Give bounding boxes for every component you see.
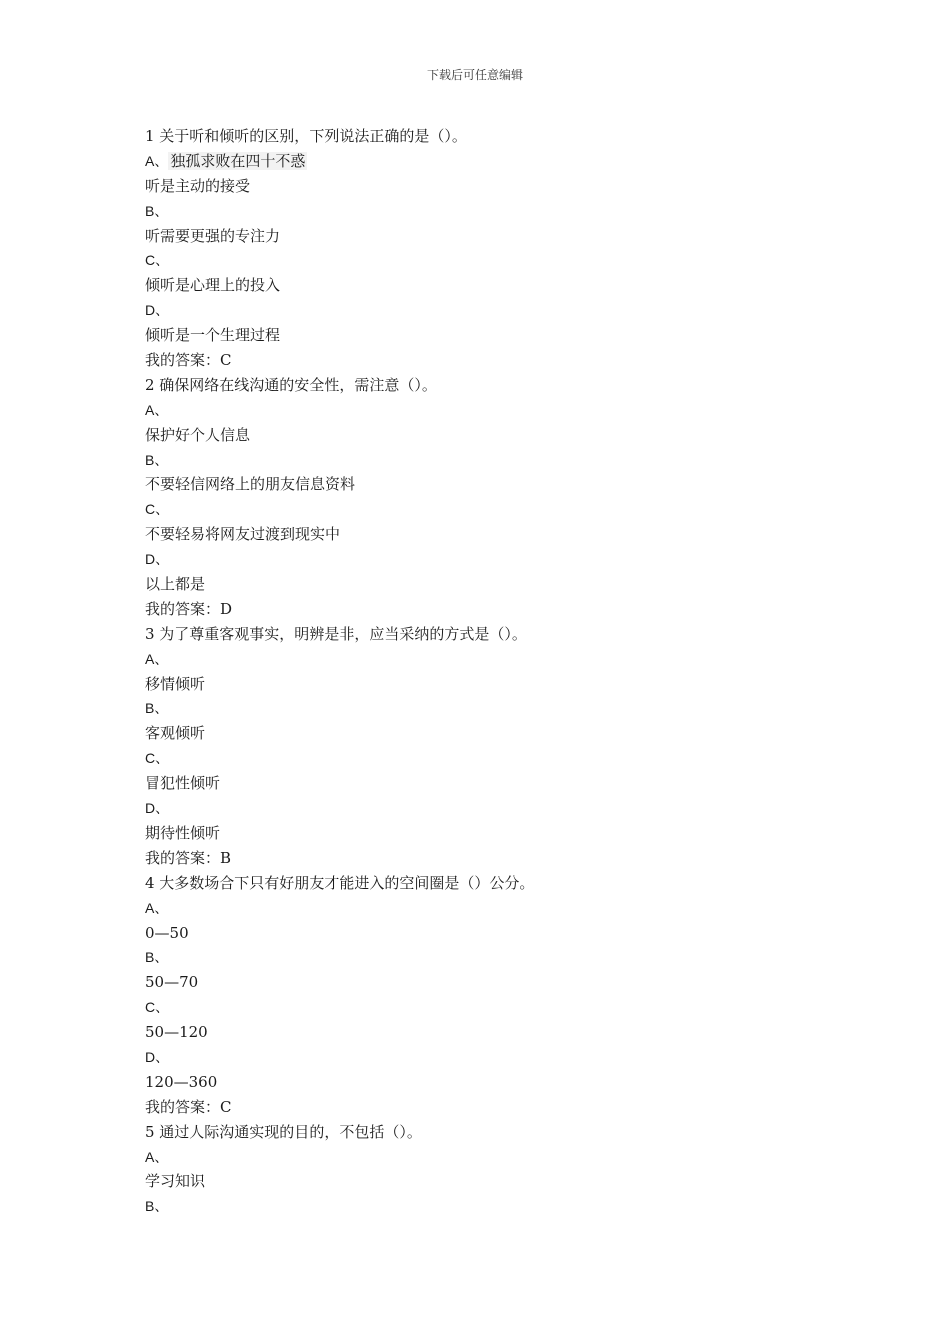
watermark-text: 独孤求败在四十不惑 <box>170 151 306 170</box>
option-text <box>145 174 845 199</box>
line-text: A、 <box>145 1148 169 1165</box>
option-text <box>145 1070 845 1095</box>
line-text: C、 <box>145 750 170 767</box>
line-text: A、 <box>145 401 169 418</box>
line-text: B、 <box>145 1198 169 1215</box>
option-text <box>145 273 845 298</box>
line-text: B、 <box>145 700 169 717</box>
line-text: D、 <box>145 551 170 568</box>
line-text: 我的答案：D <box>145 599 233 618</box>
line-text: 1 关于听和倾听的区别，下列说法正确的是（）。 <box>145 127 467 145</box>
option-letter <box>145 796 845 821</box>
line-text: A、 <box>145 152 169 169</box>
line-text: D、 <box>145 302 170 319</box>
option-letter <box>145 647 845 672</box>
option-letter <box>145 199 845 224</box>
option-text <box>145 821 845 846</box>
question-text <box>145 622 845 647</box>
option-letter <box>145 547 845 572</box>
answer-line <box>145 1095 845 1120</box>
line-text: 120—360 <box>145 1072 218 1091</box>
line-text: 学习知识 <box>145 1172 206 1191</box>
option-letter <box>145 149 845 174</box>
line-text: 以上都是 <box>145 575 206 594</box>
option-letter <box>145 1194 845 1219</box>
option-text <box>145 721 845 746</box>
option-letter <box>145 995 845 1020</box>
line-text: 客观倾听 <box>145 724 206 743</box>
question-text <box>145 124 845 149</box>
line-text: 保护好个人信息 <box>145 425 251 444</box>
answer-line <box>145 597 845 622</box>
option-letter <box>145 298 845 323</box>
line-text: 0—50 <box>145 923 189 942</box>
line-text: A、 <box>145 899 169 916</box>
line-text: 50—70 <box>145 973 199 992</box>
option-letter <box>145 398 845 423</box>
option-letter <box>145 248 845 273</box>
answer-line <box>145 846 845 871</box>
option-text <box>145 572 845 597</box>
option-text <box>145 323 845 348</box>
line-text: 我的答案：C <box>145 351 232 370</box>
option-letter <box>145 497 845 522</box>
line-text: A、 <box>145 650 169 667</box>
page-header: 下载后可任意编辑 <box>426 68 523 82</box>
line-text: 3 为了尊重客观事实，明辨是非，应当采纳的方式是（）。 <box>145 624 527 643</box>
line-text: C、 <box>145 252 170 269</box>
line-text: 我的答案：B <box>145 848 232 867</box>
line-text: 我的答案：C <box>145 1097 232 1116</box>
answer-line <box>145 348 845 373</box>
line-text: 移情倾听 <box>145 674 206 693</box>
line-text: 期待性倾听 <box>145 823 221 842</box>
option-text <box>145 1169 845 1194</box>
option-letter <box>145 448 845 473</box>
line-text: 不要轻信网络上的朋友信息资料 <box>145 475 356 494</box>
line-text: C、 <box>145 999 170 1016</box>
option-letter <box>145 746 845 771</box>
line-text: 倾听是心理上的投入 <box>145 276 281 295</box>
line-text: 听是主动的接受 <box>145 176 251 195</box>
line-text: 2 确保网络在线沟通的安全性，需注意（）。 <box>145 375 437 394</box>
line-text: 5 通过人际沟通实现的目的，不包括（）。 <box>145 1122 422 1141</box>
option-letter <box>145 1045 845 1070</box>
option-text <box>145 1020 845 1045</box>
line-text: C、 <box>145 501 170 518</box>
question-text <box>145 871 845 896</box>
line-text: D、 <box>145 800 170 817</box>
line-text: 冒犯性倾听 <box>145 774 221 793</box>
line-text: 倾听是一个生理过程 <box>145 326 281 345</box>
line-text: B、 <box>145 949 169 966</box>
option-text <box>145 522 845 547</box>
option-text <box>145 672 845 697</box>
option-text <box>145 224 845 249</box>
question-text <box>145 1120 845 1145</box>
line-text: B、 <box>145 202 169 219</box>
option-text <box>145 921 845 946</box>
option-letter <box>145 696 845 721</box>
option-letter <box>145 896 845 921</box>
document-body <box>145 124 845 1219</box>
option-letter <box>145 1145 845 1170</box>
line-text: D、 <box>145 1048 170 1065</box>
option-letter <box>145 945 845 970</box>
question-text <box>145 373 845 398</box>
line-text: 50—120 <box>145 1023 208 1042</box>
option-text <box>145 970 845 995</box>
line-text: 不要轻易将网友过渡到现实中 <box>145 525 341 544</box>
line-text: B、 <box>145 451 169 468</box>
line-text: 4 大多数场合下只有好朋友才能进入的空间圈是（）公分。 <box>145 873 535 892</box>
option-text <box>145 423 845 448</box>
option-text <box>145 771 845 796</box>
option-text <box>145 472 845 497</box>
line-text: 听需要更强的专注力 <box>145 226 281 245</box>
